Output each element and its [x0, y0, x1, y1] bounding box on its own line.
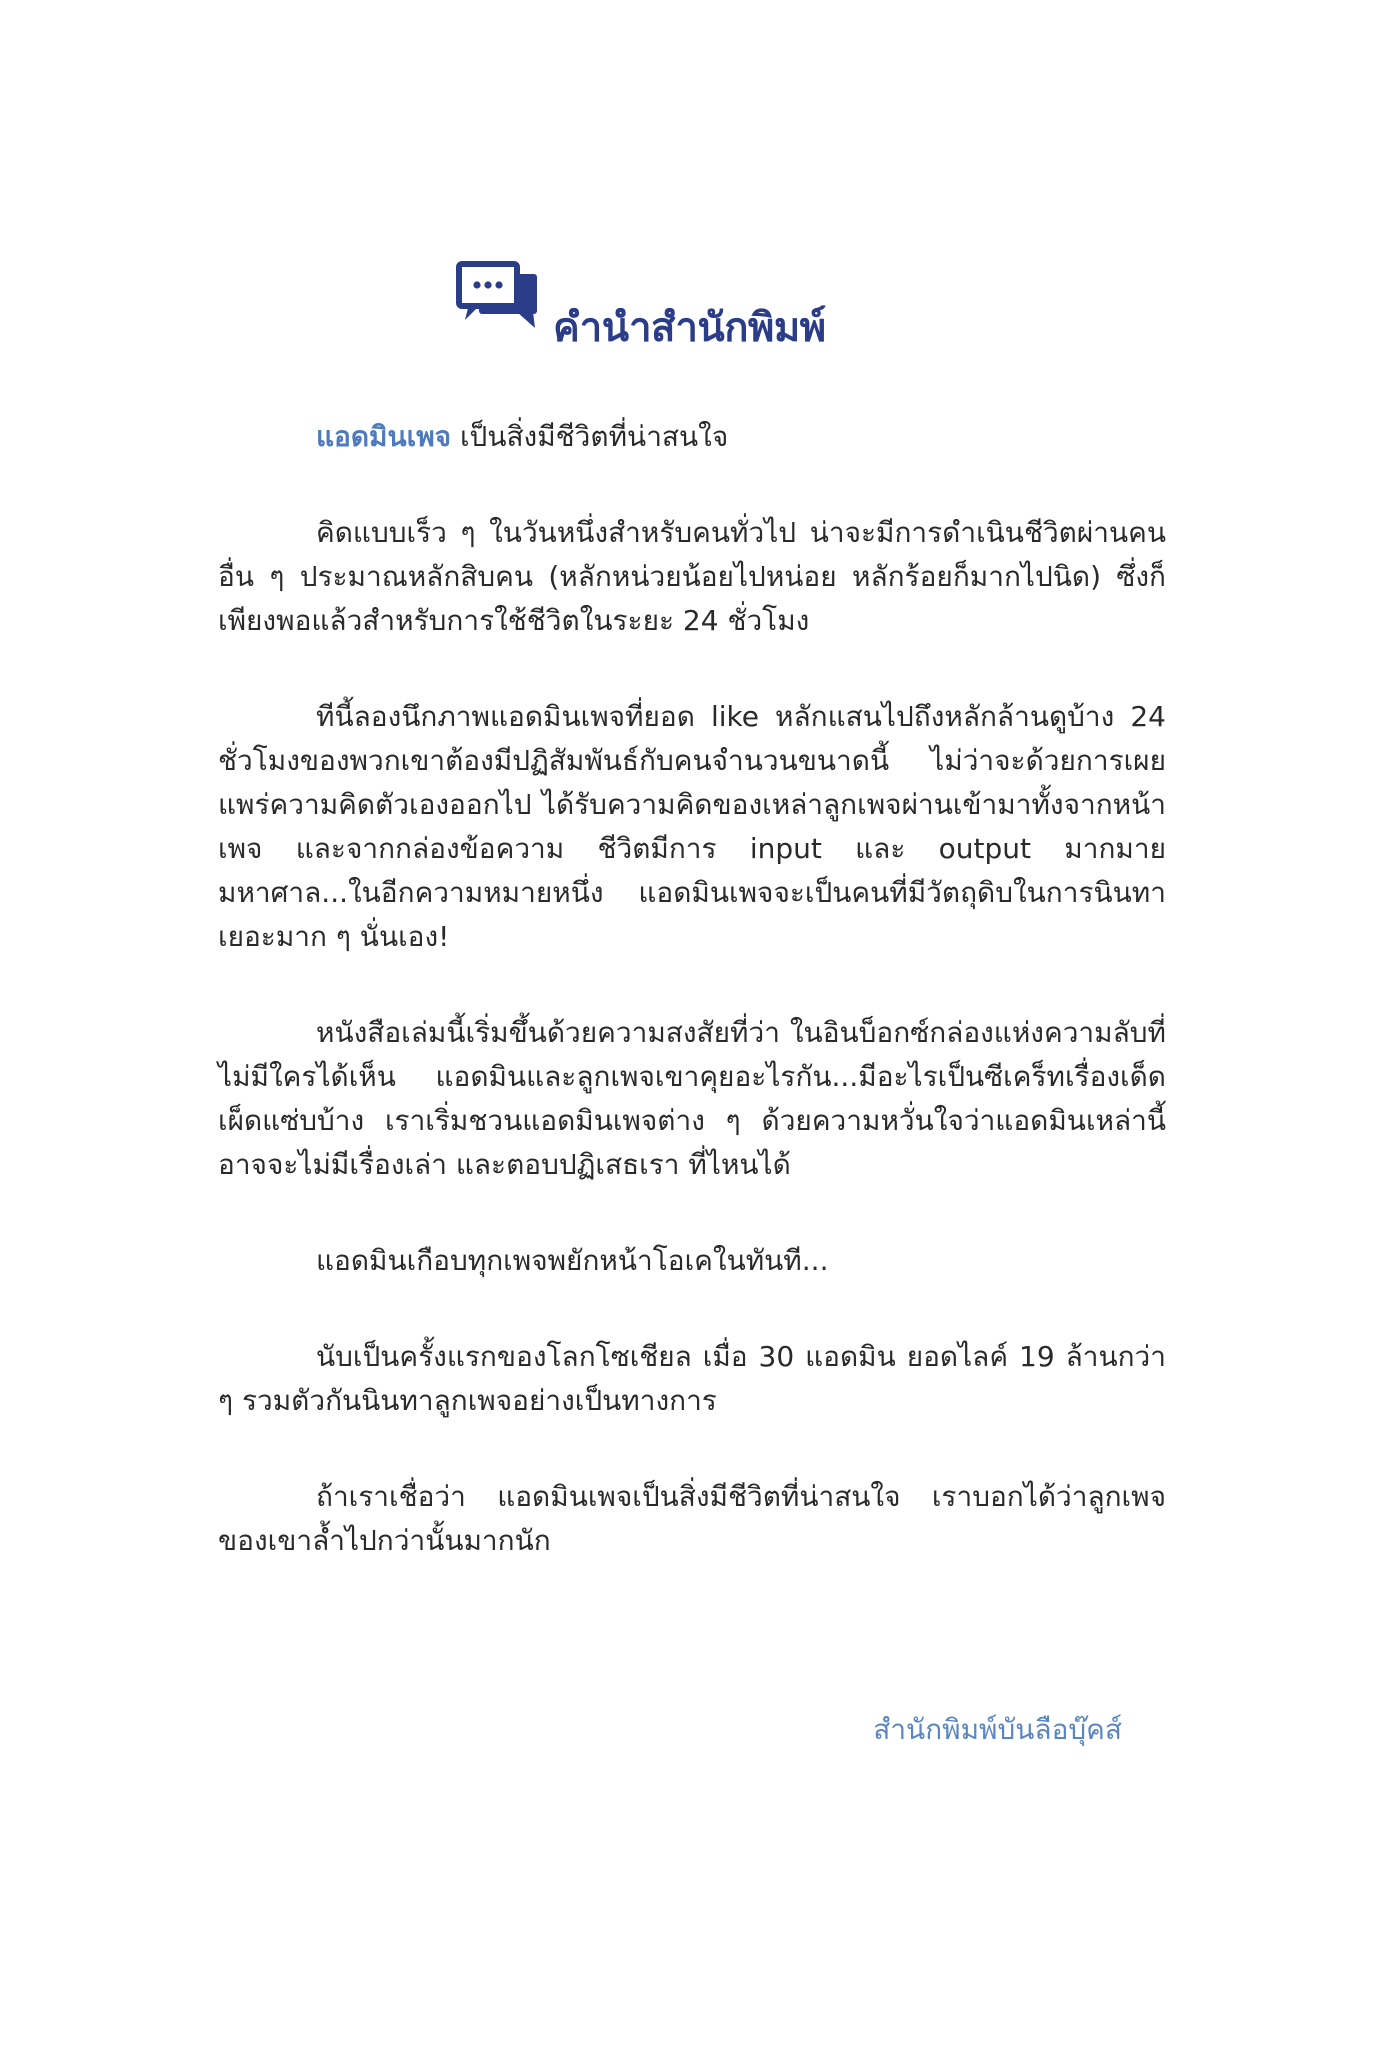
highlight-term: แอดมินเพจ: [316, 420, 452, 453]
paragraph: ทีนี้ลองนึกภาพแอดมินเพจที่ยอด like หลักแสนไปถึงหลักล้านดูบ้าง 24 ชั่วโมงของพวกเขาต้องมีปฏิสัมพันธ์กับคนจำนวนขนาดนี้ ไม่ว่าจะด้วยการเผยแพร่ความคิดตัวเองออกไป ได้รับความคิดของเหล่าลูกเพจผ่านเข้ามาทั้งจากหน้าเพจ และจากกล่องข้อความ ชีวิตมีการ input และ output มากมายมหาศาล...ในอีกความหมายหนึ่ง แอดมินเพจจะเป็นคนที่มีวัตถุดิบในการนินทาเยอะมาก ๆ นั่นเอง!: [218, 700, 1166, 953]
paragraph: แอดมินเกือบทุกเพจพยักหน้าโอเคในทันที...: [316, 1244, 829, 1277]
paragraph: คิดแบบเร็ว ๆ ในวันหนึ่งสำหรับคนทั่วไป น่าจะมีการดำเนินชีวิตผ่านคนอื่น ๆ ประมาณหลักสิบคน (หลักหน่วยน้อยไปหน่อย หลักร้อยก็มากไปนิด) ซึ่งก็เพียงพอแล้วสำหรับการใช้ชีวิตในระยะ 24 ชั่วโมง: [218, 516, 1166, 637]
paragraph: ถ้าเราเชื่อว่า แอดมินเพจเป็นสิ่งมีชีวิตที่น่าสนใจ เราบอกได้ว่าลูกเพจของเขาล้ำไปกว่านั้นมากนัก: [218, 1480, 1166, 1557]
chat-bubbles-icon: [455, 260, 545, 332]
page-title: คำนำสำนักพิมพ์: [553, 305, 826, 351]
paragraph: หนังสือเล่มนี้เริ่มขึ้นด้วยความสงสัยที่ว่า ในอินบ็อกซ์กล่องแห่งความลับที่ไม่มีใครได้เห็น แอดมินและลูกเพจเขาคุยอะไรกัน...มีอะไรเป็นซีเคร็ทเรื่องเด็ดเผ็ดแซ่บบ้าง เราเริ่มชวนแอดมินเพจต่าง ๆ ด้วยความหวั่นใจว่าแอดมินเหล่านี้อาจจะไม่มีเรื่องเล่า และตอบปฏิเสธเรา ที่ไหนได้: [218, 1016, 1166, 1181]
publisher-signature: สำนักพิมพ์บันลือบุ๊คส์: [873, 1713, 1122, 1746]
intro-text: เป็นสิ่งมีชีวิตที่น่าสนใจ: [451, 420, 729, 453]
preface-body: [218, 415, 1166, 1615]
paragraph: นับเป็นครั้งแรกของโลกโซเชียล เมื่อ 30 แอดมิน ยอดไลค์ 19 ล้านกว่า ๆ รวมตัวกันนินทาลูกเพจอย่างเป็นทางการ: [218, 1340, 1166, 1417]
intro-paragraph: [218, 415, 1166, 459]
page-header: [455, 252, 826, 351]
